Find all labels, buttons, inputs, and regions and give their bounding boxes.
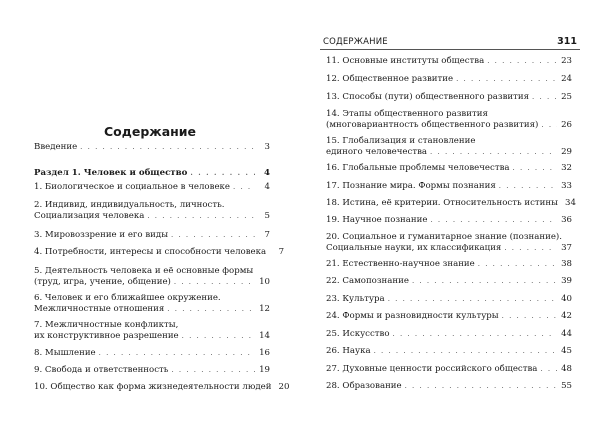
entry-line1: 6. Человек и его ближайшее окружение. <box>34 293 221 303</box>
toc-entry-18 <box>326 198 576 209</box>
entry-text: Введение <box>34 142 78 152</box>
entry-text: 17. Познание мира. Формы познания <box>326 181 496 191</box>
entry-text: 8. Мышление <box>34 348 96 358</box>
entry-page: 38 <box>561 259 572 269</box>
toc-entry-11 <box>326 56 572 67</box>
toc-entry-27 <box>326 364 572 375</box>
entry-page: 7 <box>264 230 270 240</box>
entry-text: 19. Научное познание <box>326 215 428 225</box>
entry-text: 23. Культура <box>326 294 385 304</box>
entry-text: 1. Биологическое и социальное в человеке <box>34 182 230 192</box>
entry-text: Раздел 1. Человек и общество <box>34 168 188 178</box>
toc-entry-6 <box>34 293 270 315</box>
entry-text: единого человечества <box>326 147 428 157</box>
entry-text: 21. Естественно-научное знание <box>326 259 475 269</box>
right-page <box>300 0 600 432</box>
entry-text: 18. Истина, её критерии. Относительность истины <box>326 198 558 208</box>
entry-text: 4. Потребности, интересы и способности человека <box>34 247 267 257</box>
toc-entry-5 <box>34 266 270 288</box>
toc-entry-intro <box>34 142 270 153</box>
toc-entry-24 <box>326 311 572 322</box>
entry-text: Социальные науки, их классификация <box>326 243 502 253</box>
entry-page: 20 <box>278 382 290 392</box>
toc-title: Содержание <box>103 124 197 139</box>
toc-entry-17 <box>326 181 572 192</box>
toc-entry-15 <box>326 136 572 158</box>
toc-entry-1 <box>34 182 270 193</box>
entry-line1: 7. Межличностные конфликты, <box>34 320 179 330</box>
entry-line1: 15. Глобализация и становление <box>326 136 476 146</box>
entry-page: 29 <box>561 147 572 157</box>
entry-page: 34 <box>565 198 576 208</box>
entry-line1: 5. Деятельность человека и её основные формы <box>34 266 254 276</box>
entry-page: 4 <box>264 168 270 178</box>
toc-entry-8 <box>34 348 270 359</box>
entry-page: 25 <box>561 92 572 102</box>
entry-page: 36 <box>561 215 572 225</box>
toc-entry-23 <box>326 294 572 305</box>
entry-line1: 14. Этапы общественного развития <box>326 109 488 119</box>
entry-page: 3 <box>264 142 270 152</box>
entry-text: 25. Искусство <box>326 329 390 339</box>
page-number: 311 <box>557 36 577 47</box>
toc-entry-section-1 <box>34 167 270 179</box>
entry-page: 7 <box>278 247 285 257</box>
entry-page: 45 <box>561 346 572 356</box>
entry-page: 24 <box>561 74 572 84</box>
entry-page: 37 <box>561 243 572 253</box>
entry-page: 44 <box>561 329 572 339</box>
entry-text: Социализация человека <box>34 211 145 221</box>
entry-text: 12. Общественное развитие <box>326 74 454 84</box>
toc-entry-4 <box>34 247 285 258</box>
entry-text: 3. Мировоззрение и его виды <box>34 230 169 240</box>
entry-text: 27. Духовные ценности российского общества <box>326 364 538 374</box>
entry-page: 39 <box>561 276 572 286</box>
entry-line1: 2. Индивид, индивидуальность, личность. <box>34 200 225 210</box>
entry-page: 42 <box>561 311 572 321</box>
toc-entry-12 <box>326 74 572 85</box>
entry-page: 33 <box>561 181 572 191</box>
entry-line1: 20. Социальное и гуманитарное знание (познание). <box>326 232 562 242</box>
entry-page: 19 <box>259 365 270 375</box>
entry-page: 32 <box>561 163 572 173</box>
toc-entry-28 <box>326 381 572 392</box>
entry-page: 5 <box>264 211 270 221</box>
entry-text: 16. Глобальные проблемы человечества <box>326 163 510 173</box>
entry-text: 13. Способы (пути) общественного развития <box>326 92 530 102</box>
toc-entry-21 <box>326 259 572 270</box>
entry-page: 55 <box>561 381 572 391</box>
toc-entry-22 <box>326 276 572 287</box>
entry-text: 10. Общество как форма жизнедеятельности людей <box>34 382 272 392</box>
toc-entry-19 <box>326 215 572 226</box>
entry-page: 4 <box>264 182 270 192</box>
toc-entry-9 <box>34 365 270 376</box>
entry-page: 16 <box>259 348 270 358</box>
entry-page: 10 <box>259 277 270 287</box>
entry-page: 48 <box>561 364 572 374</box>
entry-page: 12 <box>259 304 270 314</box>
header-rule <box>320 49 580 50</box>
toc-entry-2 <box>34 200 270 222</box>
toc-entry-25 <box>326 329 572 340</box>
entry-text: (многовариантность общественного развития) <box>326 120 539 130</box>
entry-text: 24. Формы и разновидности культуры <box>326 311 499 321</box>
entry-text: их конструктивное разрешение <box>34 331 179 341</box>
running-header: СОДЕРЖАНИЕ <box>323 37 388 47</box>
toc-entry-7 <box>34 320 270 342</box>
entry-page: 26 <box>561 120 572 130</box>
entry-text: 22. Самопознание <box>326 276 409 286</box>
entry-text: Межличностные отношения <box>34 304 165 314</box>
toc-entry-10 <box>34 382 290 393</box>
toc-entry-20 <box>326 232 572 254</box>
entry-text: 11. Основные институты общества <box>326 56 485 66</box>
entry-page: 40 <box>561 294 572 304</box>
entry-page: 23 <box>561 56 572 66</box>
toc-entry-14 <box>326 109 572 131</box>
toc-entry-26 <box>326 346 572 357</box>
toc-entry-16 <box>326 163 572 174</box>
entry-text: 9. Свобода и ответственность <box>34 365 169 375</box>
entry-text: 26. Наука <box>326 346 371 356</box>
toc-entry-13 <box>326 92 572 103</box>
entry-text: 28. Образование <box>326 381 402 391</box>
toc-entry-3 <box>34 230 270 241</box>
entry-text: (труд, игра, учение, общение) <box>34 277 171 287</box>
entry-page: 14 <box>259 331 270 341</box>
